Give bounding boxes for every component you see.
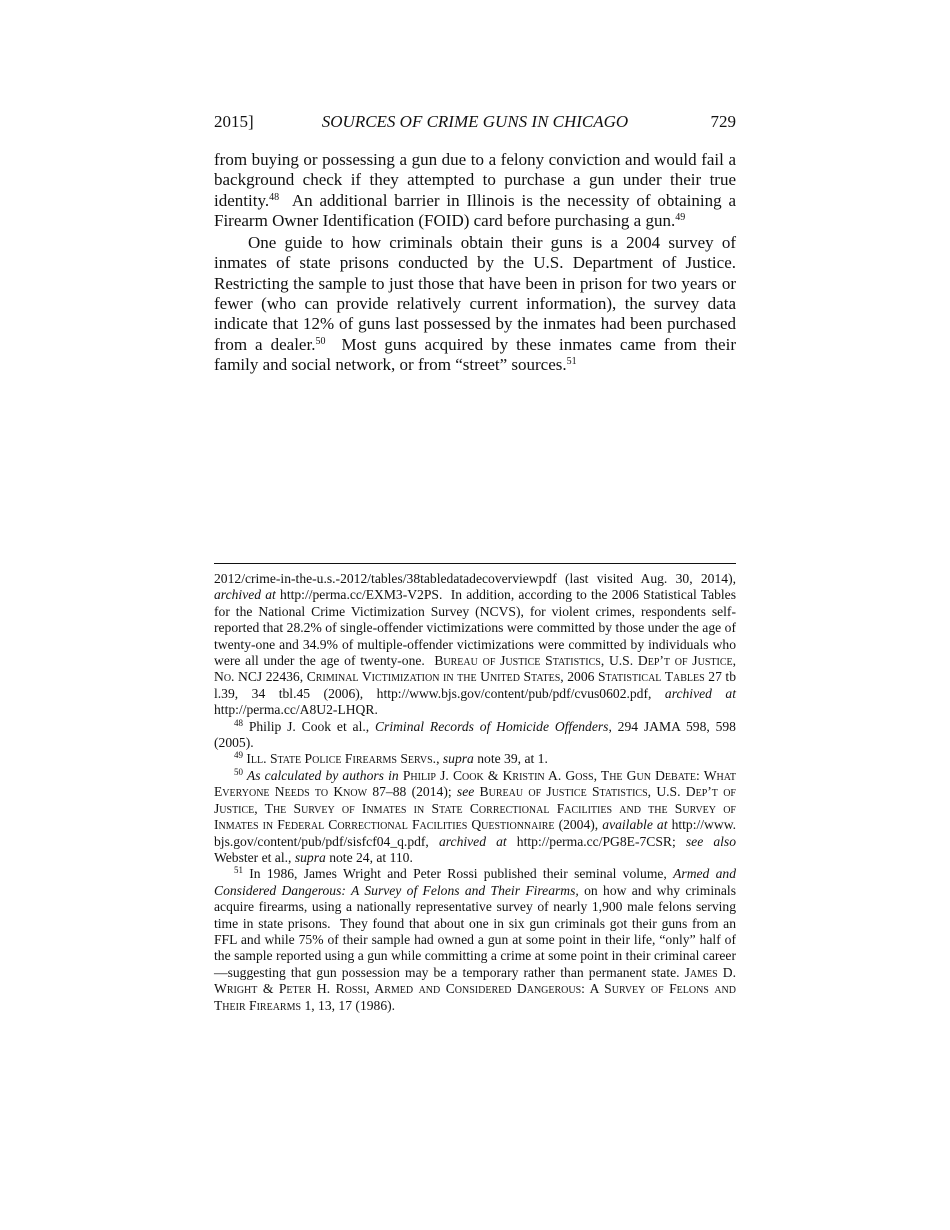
paragraph-1: from buying or possessing a gun due to a felony conviction and would fail a background check if they attempted to purchase a gun under their true identity.$^{48}$ An additional barrier in Illinois is the necessity of obtaining a Firearm Owner Identification (FOID) card before purchasing a gun.$^{49}$ (214, 150, 741, 230)
header-year: 2015] (214, 112, 254, 131)
footnote-49: $^{49}$ Ill. State Police Firearms Servs., supra note 39, at 1. (234, 750, 548, 767)
footnote-number: 51 (234, 865, 243, 876)
footnote-47-continued: 2012/crime-in-the-u.s.-2012/tables/38tabledatadecoverviewpdf (last visited Aug. 30, 2014), archived at http://perma.cc/EXM3-V2PS. In addition, according to the 2006 Statistical Tables for the National Crime Victimization Survey (NCVS), for violent crimes, respondents self-reported that 28.2% of single-offender victimizations were committed by those under the age of twenty-one and 34.9% of multiple-offender victimizations were committed by individuals who were all under the age of twenty-one. Bureau of Justice Statistics, U.S. Dep’t of Justice, No. NCJ 22436, Criminal Victimization in the United States, 2006 Statistical Tables 27 tbl.39, 34 tbl.45 (2006), http://www.bjs.gov/content/pub/pdf/cvus0602.pdf, archived at http://perma.cc/A8U2-LHQR. (214, 571, 740, 718)
footnote-50: $^{50}$ As calculated by authors in Philip J. Cook & Kristin A. Goss, The Gun Debate: What Everyone Needs to Know 87–88 (2014); see Bureau of Justice Statistics, U.S. Dep’t of Justice, The Survey of Inmates in State Correctional Facilities and the Survey of Inmates in Federal Correctional Facilities Questionnaire (2004), available at http://www.bjs.gov/content/pub/pdf/sisfcf04_q.pdf, archived at http://perma.cc/PG8E-7CSR; see also Webster et al., supra note 24, at 110. (214, 766, 737, 865)
header-title: SOURCES OF CRIME GUNS IN CHICAGO (321, 112, 629, 131)
footnote-48: $^{48}$ Philip J. Cook et al., Criminal Records of Homicide Offenders, 294 JAMA 598, 598 (2005). (214, 717, 736, 751)
footnote-number: 48 (234, 717, 243, 728)
footnote-number: 50 (234, 766, 243, 777)
footnote-ref-50[interactable]: 50 (315, 335, 326, 347)
footnote-51: $^{51}$ In 1986, James Wright and Peter Rossi published their seminal volume, Armed and Considered Dangerous: A Survey of Felons and Their Firearms, on how and why criminals acquire firearms, using a nationally representative survey of nearly 1,900 male felons serving time in state prisons. They found that about one in six gun criminals got their guns from an FFL and while 75% of their sample had owned a gun at some point in their life, “only” half of the sample reported using a gun while committing a crime at some point in their criminal career—suggesting that gun possession may be a temporary rather than permanent state. James D. Wright & Peter H. Rossi, Armed and Considered Dangerous: A Survey of Felons and Their Firearms 1, 13, 17 (1986). (214, 865, 740, 1013)
footnote-ref-49[interactable]: 49 (675, 211, 686, 223)
running-header (214, 112, 736, 134)
footnotes (214, 571, 740, 1014)
page-number: 729 (710, 112, 736, 131)
footnote-ref-48[interactable]: 48 (269, 191, 280, 203)
main-text (214, 150, 741, 375)
footnote-ref-51[interactable]: 51 (566, 355, 577, 367)
paragraph-2: One guide to how criminals obtain their guns is a 2004 survey of inmates of state prisons conducted by the U.S. Department of Justice. Restricting the sample to just those that have been in prison for two years or fewer (who can provide relatively current information), the survey data indicate that 12% of guns last possessed by the inmates had been purchased from a dealer.$^{50}$ Most guns acquired by these inmates came from their family and social network, or from “street” sources.$^{51}$ (214, 233, 741, 374)
footnote-divider (214, 563, 736, 564)
footnote-number: 49 (234, 750, 243, 761)
